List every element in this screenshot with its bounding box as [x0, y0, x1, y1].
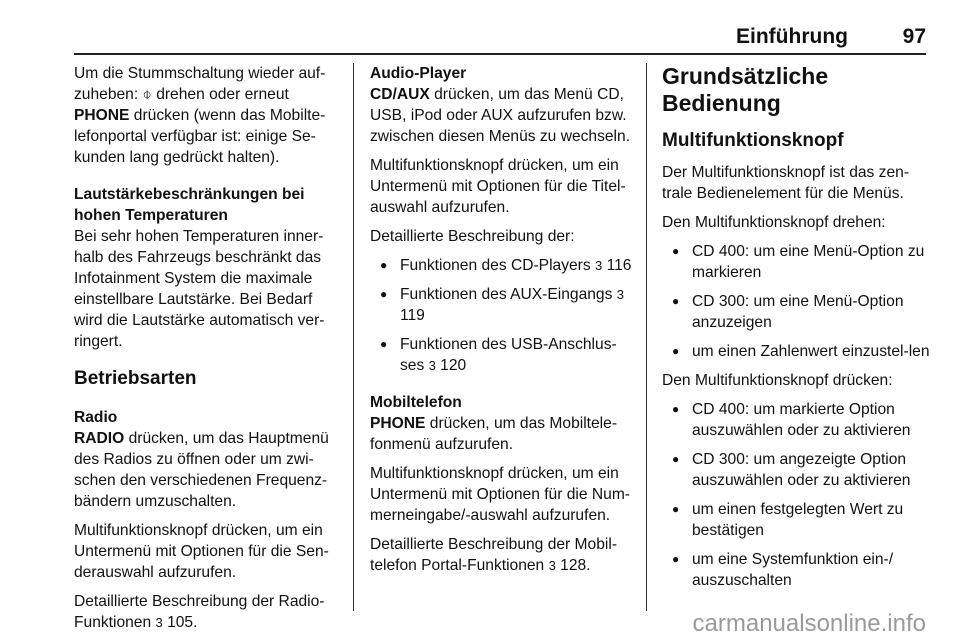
audio-reference-list	[370, 255, 636, 376]
basic-operation-heading: Grundsätzliche Bedienung	[662, 63, 829, 116]
page-ref-icon: 3	[595, 258, 603, 273]
phone-submenu-paragraph: Multifunktionsknopf drücken, um ein Untermenü mit Optionen für die Num-merneingabe/-auswahl aufzurufen.	[370, 465, 630, 524]
watermark: carmanualsonline.info	[692, 610, 926, 637]
list-item: ● CD 300: um eine Menü-Option anzuzeigen	[662, 291, 930, 333]
phone-reference-paragraph: Detaillierte Beschreibung der Mobil-telefon Portal-Funktionen 3 128.	[370, 536, 618, 574]
turn-list	[662, 241, 930, 362]
phone-paragraph: PHONE drücken, um das Mobiltele-fonmenü aufzurufen.	[370, 415, 618, 453]
radio-reference-paragraph: Detaillierte Beschreibung der Radio-Funktionen 3 105.	[74, 593, 325, 631]
list-item: ● Funktionen des USB-Anschlus-ses 3 120	[370, 334, 636, 376]
mute-paragraph: Um die Stummschaltung wieder auf-zuheben: ⌽ drehen oder erneut PHONE drücken (wenn das Mobilte-lefonportal verfügbar ist: einige Se-kunden lang gedrückt halten).	[74, 65, 326, 166]
volume-limit-paragraph: Bei sehr hohen Temperaturen inner-halb des Fahrzeugs beschränkt das Infotainment System die maximale einstellbare Lautstärke. Bei Bedarf wird die Lautstärke automatisch ver-ringert.	[74, 228, 325, 350]
radio-submenu-paragraph: Multifunktionsknopf drücken, um ein Untermenü mit Optionen für die Sen-derauswahl aufzurufen.	[74, 522, 329, 581]
cdaux-key-label: CD/AUX	[370, 86, 430, 103]
column-divider-1	[353, 63, 354, 611]
turn-intro: Den Multifunktionsknopf drehen:	[662, 214, 886, 231]
radio-key-label: RADIO	[74, 430, 125, 447]
knob-heading: Multifunktionsknopf	[662, 130, 844, 151]
page-ref-icon: 3	[616, 287, 624, 302]
phone-key-label: PHONE	[370, 415, 426, 432]
list-item: ● um eine Systemfunktion ein-/ auszuschalten	[662, 549, 930, 591]
list-item: ● CD 400: um markierte Option auszuwählen oder zu aktivieren	[662, 399, 930, 441]
column-3	[662, 63, 930, 599]
header-divider	[74, 53, 926, 55]
audio-heading: Audio-Player	[370, 65, 467, 82]
knob-paragraph: Der Multifunktionsknopf ist das zen-trale Bedienelement für die Menüs.	[662, 164, 910, 202]
page-ref-icon: 3	[428, 358, 436, 373]
knob-icon: ⌽	[142, 86, 152, 103]
radio-paragraph: RADIO drücken, um das Hauptmenü des Radios zu öffnen oder um zwi-schen den verschiedenen Frequenz-bändern umzuschalten.	[74, 430, 329, 510]
list-item: ● um einen festgelegten Wert zu bestätigen	[662, 499, 930, 541]
page-ref-icon: 3	[155, 615, 163, 630]
press-list	[662, 399, 930, 591]
audio-submenu-paragraph: Multifunktionsknopf drücken, um ein Untermenü mit Optionen für die Titel-auswahl aufzurufen.	[370, 157, 626, 216]
list-item: ● um einen Zahlenwert einzustel-len	[662, 341, 930, 362]
column-2	[370, 63, 636, 584]
audio-reference-intro: Detaillierte Beschreibung der:	[370, 228, 575, 245]
column-1	[74, 63, 342, 641]
phone-key-label: PHONE	[74, 107, 130, 124]
phone-heading: Mobiltelefon	[370, 394, 462, 411]
page-number: 97	[902, 25, 926, 48]
page-ref-icon: 3	[548, 558, 556, 573]
list-item: ● CD 300: um angezeigte Option auszuwählen oder zu aktivieren	[662, 449, 930, 491]
page-header-title: Einführung	[736, 25, 848, 48]
modes-heading: Betriebsarten	[74, 368, 197, 389]
list-item: ● Funktionen des CD-Players 3 116	[370, 255, 636, 276]
volume-limit-heading: Lautstärkebeschränkungen bei hohen Temperaturen	[74, 186, 305, 224]
list-item: ● CD 400: um eine Menü-Option zu markieren	[662, 241, 930, 283]
column-divider-2	[646, 63, 647, 611]
press-intro: Den Multifunktionsknopf drücken:	[662, 372, 893, 389]
audio-paragraph: CD/AUX drücken, um das Menü CD, USB, iPod oder AUX aufzurufen bzw. zwischen diesen Menüs zu wechseln.	[370, 86, 631, 145]
radio-heading: Radio	[74, 409, 118, 426]
list-item: ● Funktionen des AUX-Eingangs 3 119	[370, 284, 636, 326]
